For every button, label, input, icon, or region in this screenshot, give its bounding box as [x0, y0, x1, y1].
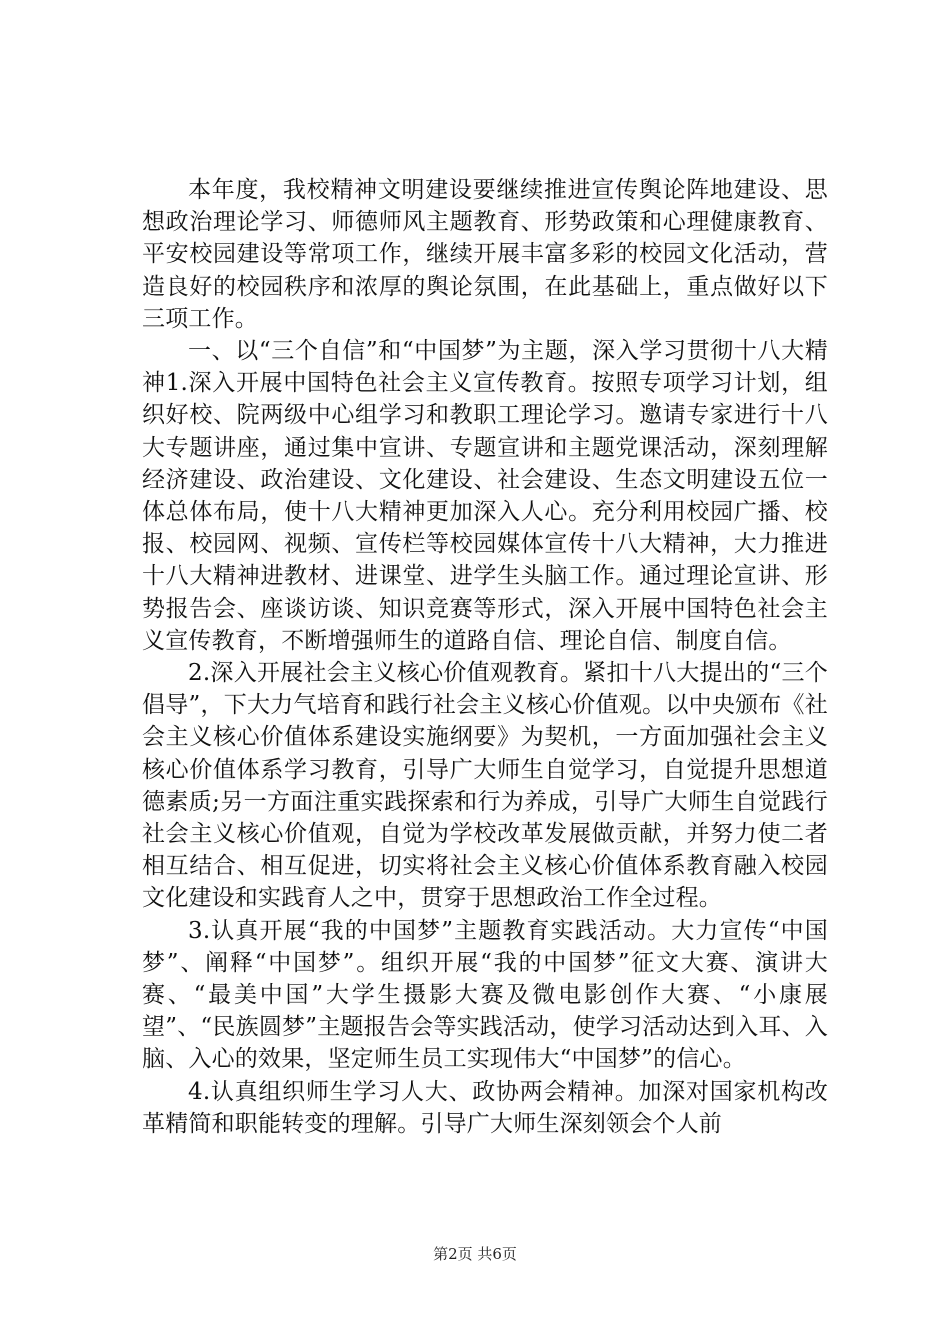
- document-body: [142, 174, 828, 1140]
- paragraph-item-4: 4.认真组织师生学习人大、政协两会精神。加深对国家机构改革精简和职能转变的理解。引导广大师生深刻领会个人前: [142, 1078, 828, 1137]
- paragraph-item-2: 2.深入开展社会主义核心价值观教育。紧扣十八大提出的“三个倡导”，下大力气培育和践行社会主义核心价值观。以中央颁布《社会主义核心价值体系建设实施纲要》为契机，一方面加强社会主义核心价值体系学习教育，引导广大师生自觉学习，自觉提升思想道德素质;另一方面注重实践探索和行为养成，引导广大师生自觉践行社会主义核心价值观，自觉为学校改革发展做贡献，并努力使二者相互结合、相互促进，切实将社会主义核心价值体系教育融入校园文化建设和实践育人之中，贯穿于思想政治工作全过程。: [142, 660, 828, 912]
- paragraph-intro: 本年度，我校精神文明建设要继续推进宣传舆论阵地建设、思想政治理论学习、师德师风主题教育、形势政策和心理健康教育、平安校园建设等常项工作，继续开展丰富多彩的校园文化活动，营造良好的校园秩序和浓厚的舆论氛围，在此基础上，重点做好以下三项工作。: [142, 177, 828, 332]
- paragraph-item-3: 3.认真开展“我的中国梦”主题教育实践活动。大力宣传“中国梦”、阐释“中国梦”。组织开展“我的中国梦”征文大赛、演讲大赛、“最美中国”大学生摄影大赛及微电影创作大赛、“小康展望”、“民族圆梦”主题报告会等实践活动，使学习活动达到入耳、入脑、入心的效果，坚定师生员工实现伟大“中国梦”的信心。: [142, 917, 828, 1073]
- paragraph-section-1: 一、以“三个自信”和“中国梦”为主题，深入学习贯彻十八大精神1.深入开展中国特色社会主义宣传教育。按照专项学习计划，组织好校、院两级中心组学习和教职工理论学习。邀请专家进行十八大专题讲座，通过集中宣讲、专题宣讲和主题党课活动，深刻理解经济建设、政治建设、文化建设、社会建设、生态文明建设五位一体总体布局，使十八大精神更加深入人心。充分利用校园广播、校报、校园网、视频、宣传栏等校园媒体宣传十八大精神，大力推进十八大精神进教材、进课堂、进学生头脑工作。通过理论宣讲、形势报告会、座谈访谈、知识竞赛等形式，深入开展中国特色社会主义宣传教育，不断增强师生的道路自信、理论自信、制度自信。: [142, 338, 828, 654]
- page-number-footer: 第2页 共6页: [433, 1245, 517, 1263]
